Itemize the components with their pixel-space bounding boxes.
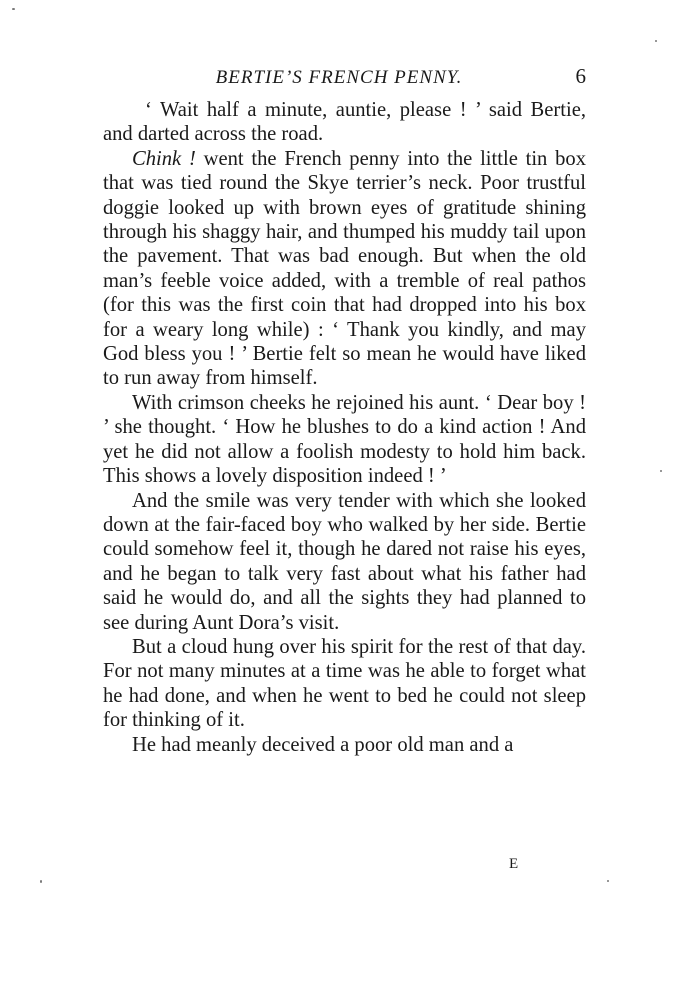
paragraph-5-text: But a cloud hung over his spirit for the rest of that day. For not many minutes at a time was he able to forget what he had done, and when he went to bed he could not sleep for thinking of it. [103, 635, 586, 732]
paragraph-6-text: He had meanly deceived a poor old man and a [132, 733, 514, 756]
paragraph-6 [103, 733, 586, 757]
paragraph-4-text: And the smile was very tender with which she looked down at the fair-faced boy who walked by her side. Bertie could somehow feel it, though he dared not raise his eyes, and he began to talk very fast about what his father had said he would do, and all the sights they had planned to see during Aunt Dora’s visit. [103, 489, 586, 634]
paragraph-3-text: With crimson cheeks he rejoined his aunt. ‘ Dear boy ! ’ she thought. ‘ How he blushes to do a kind action ! And yet he did not allow a foolish modesty to hold him back. This shows a lovely disposition indeed ! ’ [103, 391, 586, 488]
paragraph-5 [103, 635, 586, 733]
paragraph-3 [103, 391, 586, 489]
paper-speck [660, 470, 662, 472]
running-title: BERTIE’S FRENCH PENNY. [215, 67, 463, 88]
paragraph-2-lead: Chink ! [132, 147, 196, 170]
paper-speck [40, 880, 42, 883]
paragraph-1-text: ‘ Wait half a minute, auntie, please ! ’ said Bertie, and darted across the road. [103, 99, 586, 146]
paragraph-4 [103, 489, 586, 635]
body-text [103, 98, 586, 757]
paragraph-2-text: went the French penny into the little tin box that was tied round the Skye terrier’s neck. Poor trustful doggie looked up with brown eyes of gratitude shining through his shaggy hair, and thumped his muddy tail upon the pavement. That was bad enough. But when the old man’s feeble voice added, with a tremble of real pathos (for this was the first coin that had dropped into his box for a weary long while) : ‘ Thank you kindly, and may God bless you ! ’ Bertie felt so mean he would have liked to run away from himself. [103, 147, 586, 390]
paper-speck [655, 40, 657, 42]
paragraph-2 [103, 147, 586, 391]
page-number: 6 [575, 64, 586, 88]
paper-speck [12, 8, 15, 10]
signature-mark: E [509, 856, 519, 872]
paragraph-1 [103, 98, 586, 147]
paper-speck [607, 880, 609, 882]
